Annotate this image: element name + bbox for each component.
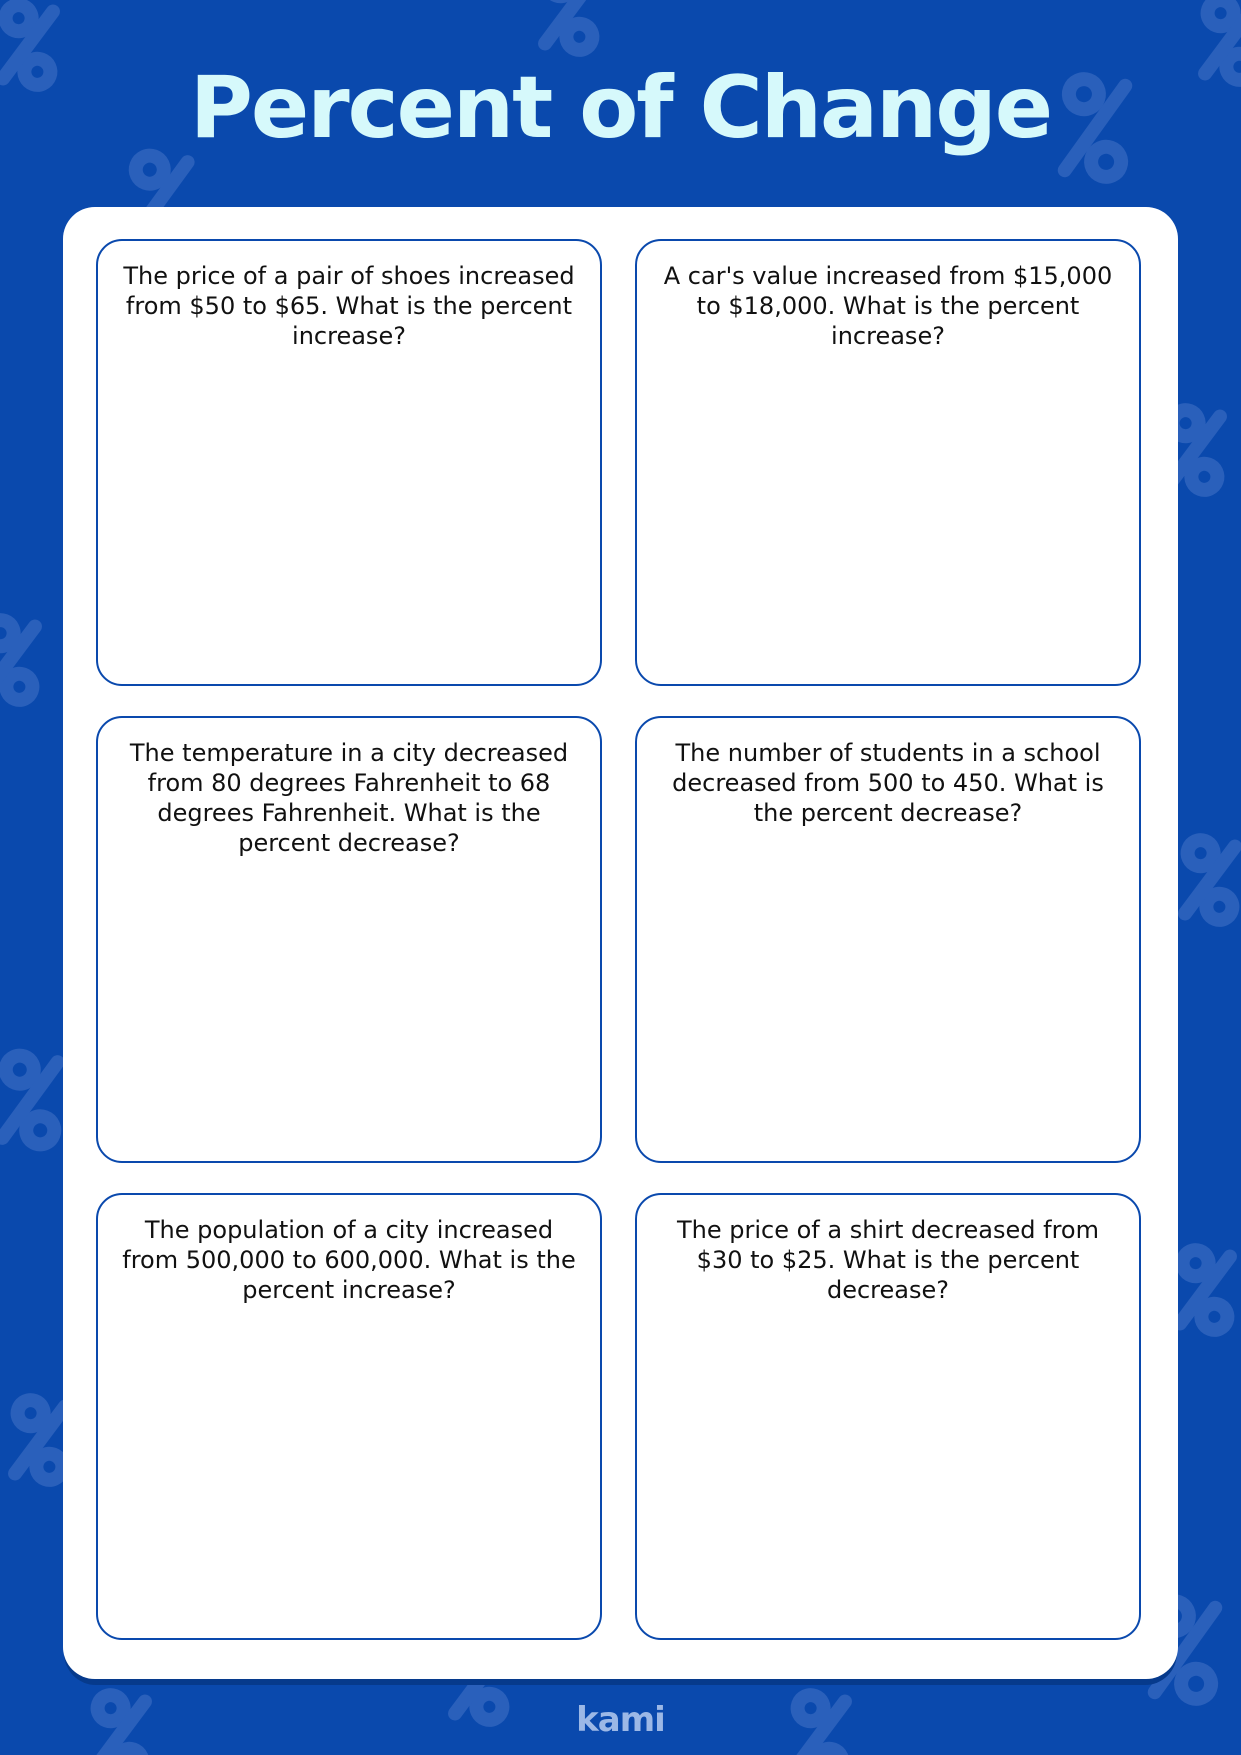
percent-sign-icon bbox=[0, 612, 53, 708]
question-card-4[interactable] bbox=[635, 716, 1141, 1163]
question-text: The price of a pair of shoes increased from $50 to $65. What is the percent increase? bbox=[123, 262, 575, 350]
question-text: The price of a shirt decreased from $30 to $25. What is the percent decrease? bbox=[676, 1216, 1099, 1304]
question-text: The temperature in a city decreased from 80 degrees Fahrenheit to 68 degrees Fahrenheit. What is the percent decrease? bbox=[129, 739, 569, 857]
question-card-5[interactable] bbox=[96, 1193, 602, 1640]
page-title: Percent of Change bbox=[189, 58, 1052, 158]
question-card-3[interactable] bbox=[96, 716, 602, 1163]
question-card-1[interactable] bbox=[96, 239, 602, 686]
percent-sign-icon bbox=[527, 0, 613, 58]
question-text: The population of a city increased from 500,000 to 600,000. What is the percent increase? bbox=[122, 1216, 576, 1304]
kami-logo: kami bbox=[576, 1700, 665, 1740]
question-text: A car's value increased from $15,000 to $18,000. What is the percent increase? bbox=[663, 262, 1113, 350]
percent-sign-icon bbox=[1167, 832, 1241, 928]
question-text: The number of students in a school decreased from 500 to 450. What is the percent decrease? bbox=[672, 739, 1104, 827]
question-card-2[interactable] bbox=[635, 239, 1141, 686]
question-card-6[interactable] bbox=[635, 1193, 1141, 1640]
